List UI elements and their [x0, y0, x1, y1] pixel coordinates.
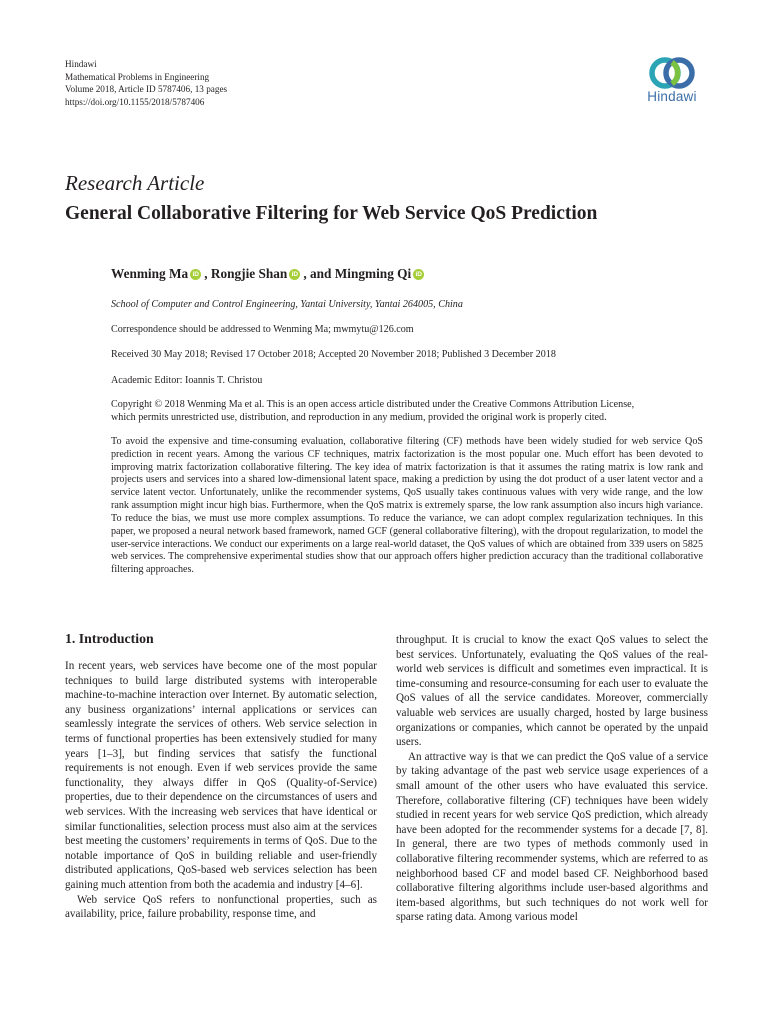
- author-list: [111, 266, 427, 282]
- hindawi-logo-text: Hindawi: [647, 89, 697, 104]
- section-heading: 1. Introduction: [65, 631, 154, 646]
- affiliation: School of Computer and Control Engineering, Yantai University, Yantai 264005, China: [111, 299, 463, 310]
- abstract: To avoid the expensive and time-consuming evaluation, collaborative filtering (CF) methods have been widely studied for web service QoS prediction in recent years. Among the various CF techniques, matrix factorization is the most popular one. Much effort has been devoted to improving matrix factorization collaborative filtering. The key idea of matrix factorization is that it assumes the rating matrix is low rank and projects users and services into a shared low-dimensional latent space, making a prediction by using the dot product of a user latent vector and a service latent vector. Unfortunately, unlike the recommender systems, QoS usually takes continuous values with very wide range, and the low rank assumption might incur high bias. Furthermore, when the QoS matrix is extremely sparse, the low rank assumption also incurs high variance. To reduce the bias, we must use more complex assumptions. To reduce the variance, we can adopt complex regularization techniques. In this paper, we proposed a neural network based framework, named GCF (general collaborative filtering), with the dropout regularization, to model the user-service interactions. We conduct our experiments on a large real-world dataset, the QoS values of which are obtained from 339 users on 5825 web services. The comprehensive experimental studies show that our approach offers higher prediction accuracy than the traditional collaborative filtering approaches.: [111, 436, 703, 576]
- volume-line: Volume 2018, Article ID 5787406, 13 pages: [65, 84, 228, 95]
- article-title: General Collaborative Filtering for Web Service QoS Prediction: [65, 203, 598, 224]
- copyright-line: which permits unrestricted use, distribution, and reproduction in any medium, provided the original work is properly cited.: [111, 412, 607, 423]
- journal-name: Mathematical Problems in Engineering: [65, 71, 210, 82]
- paragraph: An attractive way is that we can predict the QoS value of a service by taking advantage of the past web service usage experiences of a small amount of the other users who have evaluated this service. Therefore, collaborative filtering (CF) techniques have been widely studied in recent years for web service QoS prediction, which already have been adopted for the recommender systems for a decade [7, 8]. In general, there are two types of methods commonly used in collaborative filtering recommender systems, which are referred to as neighborhood based CF and model based CF. Neighborhood based collaborative filtering algorithms include user-based algorithms and item-based algorithms, but such techniques do not work well for sparse rating data. Among various model: [396, 750, 708, 924]
- body-column-left: [65, 659, 377, 922]
- journal-meta: [65, 58, 227, 108]
- author-name: Wenming Ma: [111, 266, 189, 281]
- article-type: Research Article: [65, 171, 205, 195]
- author-name: , Rongjie Shan: [204, 266, 288, 281]
- paragraph: throughput. It is crucial to know the exact QoS values to select the best services. Unfortunately, evaluating the QoS values of the real-world web services is difficult and sometimes even impractical. It is time-consuming and resource-consuming for each user to evaluate the QoS values of all the service candidates. Moreover, commercially valuable web services are usually charged, hosted by large business organizations or companies, which cannot be operated by the unpaid users.: [396, 634, 708, 749]
- correspondence: Correspondence should be addressed to Wenming Ma; mwmytu@126.com: [111, 324, 414, 335]
- paragraph: In recent years, web services have become one of the most popular techniques to build large distributed systems with interoperable machine-to-machine interaction over Internet. By automatic selection, any business organizations’ internal applications or services can seamlessly integrate the services of others. Web service selection in terms of functional properties has been extensively studied for many years [1–3], but finding services that satisfy the functional requirements is not enough. Even if web services provide the same functionality, they always differ in QoS (Quality-of-Service) properties, due to their dependence on the circumstances of users and web services. With the increasing web services that have identical or similar functionalities, selection process must also aim at the services best meeting the customers’ requirements in terms of QoS. Due to the notable importance of QoS in building reliable and user-friendly distributed applications, QoS-based web services selection has been gaining much attention from both the academia and industry [4–6].: [65, 660, 377, 891]
- paragraph: Web service QoS refers to nonfunctional properties, such as availability, price, failure probability, response time, and: [65, 893, 377, 921]
- orcid-icon[interactable]: iD: [190, 269, 201, 280]
- copyright-line: Copyright © 2018 Wenming Ma et al. This is an open access article distributed under the Creative Commons Attribution License,: [111, 399, 635, 410]
- author-name: , and Mingming Qi: [303, 266, 412, 281]
- academic-editor: Academic Editor: Ioannis T. Christou: [111, 375, 263, 386]
- doi-link[interactable]: https://doi.org/10.1155/2018/5787406: [65, 96, 205, 107]
- orcid-icon[interactable]: iD: [413, 269, 424, 280]
- copyright-notice: [111, 398, 634, 424]
- publisher-name: Hindawi: [65, 59, 97, 69]
- body-column-right: [396, 633, 708, 925]
- orcid-icon[interactable]: iD: [289, 269, 300, 280]
- publication-dates: Received 30 May 2018; Revised 17 October 2018; Accepted 20 November 2018; Published 3 December 2018: [111, 349, 556, 360]
